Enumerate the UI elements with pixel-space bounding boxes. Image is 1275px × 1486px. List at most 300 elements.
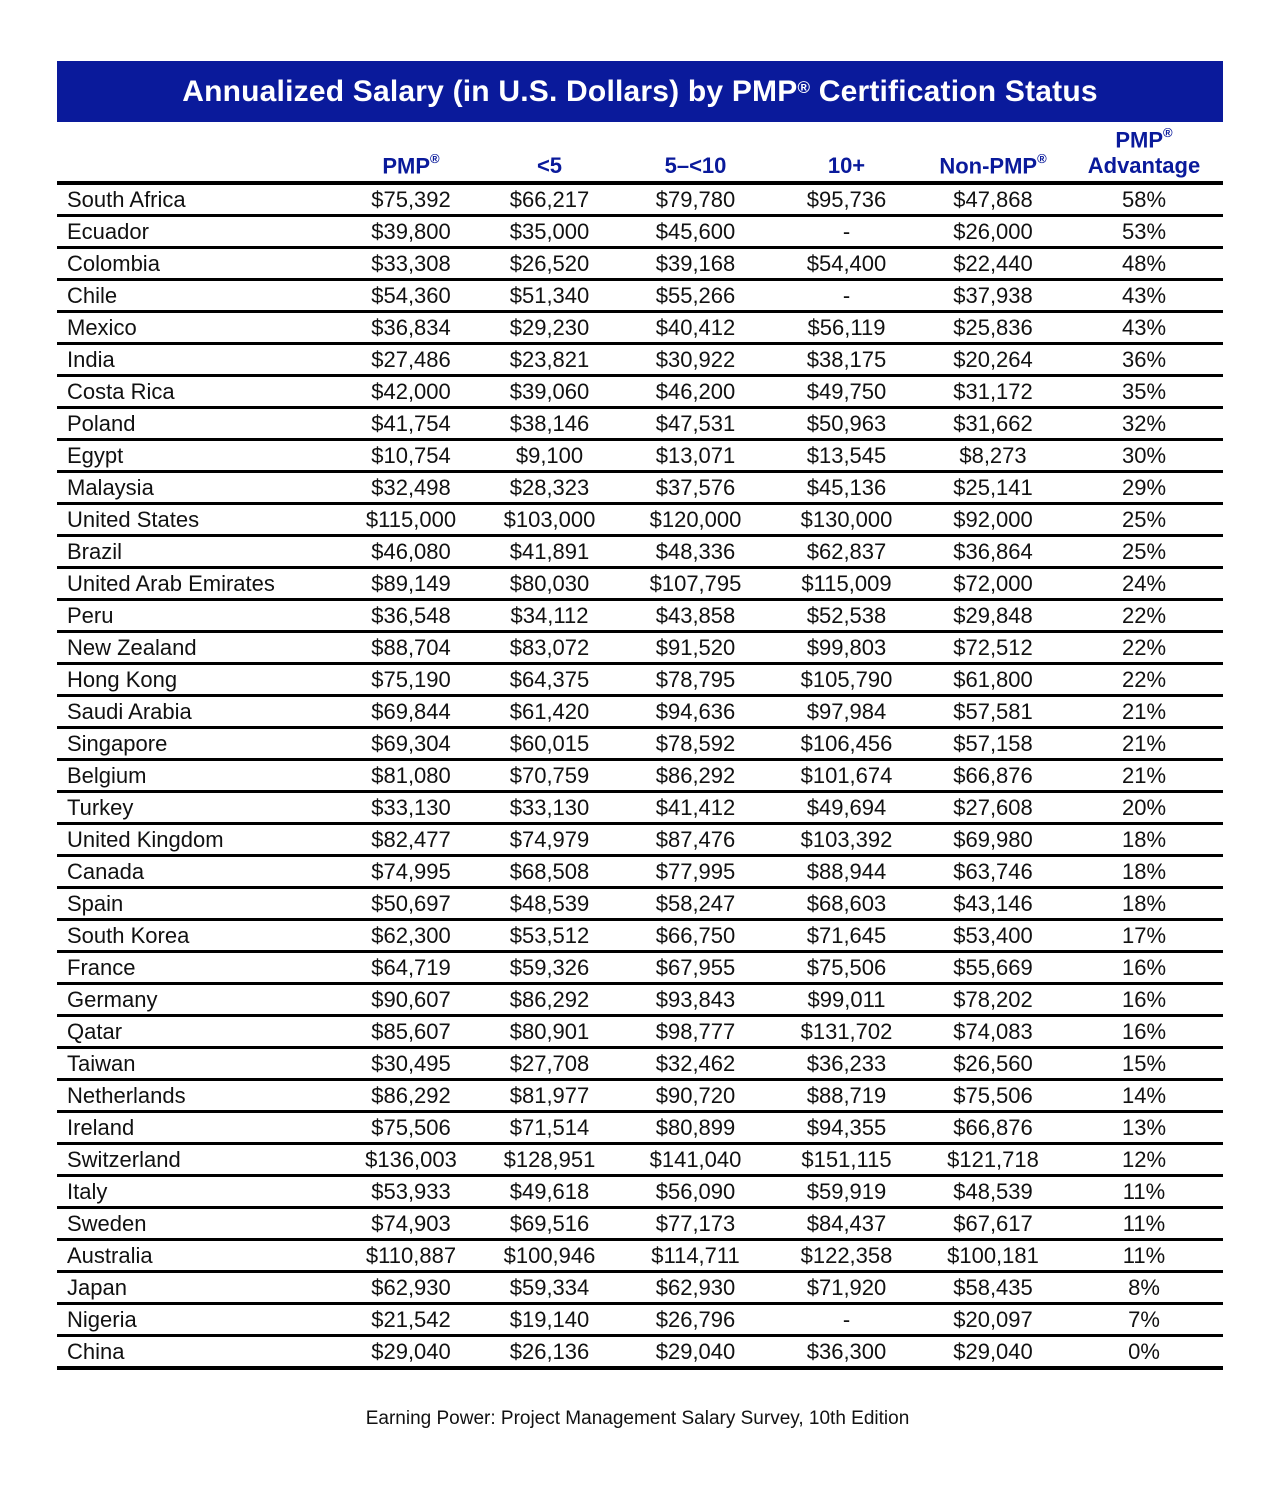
pmp-advantage-cell: 25% [1065, 536, 1223, 568]
non-pmp-salary-cell: $72,512 [921, 632, 1065, 664]
pmp-advantage-cell: 29% [1065, 472, 1223, 504]
non-pmp-salary-cell: $48,539 [921, 1176, 1065, 1208]
country-cell: Costa Rica [57, 376, 342, 408]
pmp-salary-cell: $85,607 [342, 1016, 480, 1048]
five-to-ten-salary-cell: $141,040 [619, 1144, 772, 1176]
pmp-salary-cell: $75,392 [342, 183, 480, 216]
pmp-advantage-cell: 32% [1065, 408, 1223, 440]
country-cell: Poland [57, 408, 342, 440]
pmp-salary-cell: $53,933 [342, 1176, 480, 1208]
table-row [57, 952, 1223, 984]
five-to-ten-salary-cell: $80,899 [619, 1112, 772, 1144]
ten-plus-salary-cell: $99,803 [772, 632, 921, 664]
lt5-salary-cell: $53,512 [480, 920, 619, 952]
lt5-salary-cell: $80,030 [480, 568, 619, 600]
lt5-salary-cell: $71,514 [480, 1112, 619, 1144]
header-row [57, 122, 1223, 183]
non-pmp-salary-cell: $78,202 [921, 984, 1065, 1016]
pmp-salary-cell: $74,903 [342, 1208, 480, 1240]
country-cell: South Africa [57, 183, 342, 216]
table-row [57, 728, 1223, 760]
header-pmp-advantage [1065, 122, 1223, 183]
country-cell: France [57, 952, 342, 984]
non-pmp-salary-cell: $20,097 [921, 1304, 1065, 1336]
country-cell: Egypt [57, 440, 342, 472]
pmp-salary-cell: $32,498 [342, 472, 480, 504]
pmp-salary-cell: $75,190 [342, 664, 480, 696]
pmp-advantage-cell: 24% [1065, 568, 1223, 600]
five-to-ten-salary-cell: $13,071 [619, 440, 772, 472]
pmp-advantage-cell: 21% [1065, 760, 1223, 792]
pmp-salary-cell: $75,506 [342, 1112, 480, 1144]
lt5-salary-cell: $34,112 [480, 600, 619, 632]
ten-plus-salary-cell: $62,837 [772, 536, 921, 568]
pmp-salary-cell: $41,754 [342, 408, 480, 440]
table-row [57, 1080, 1223, 1112]
lt5-salary-cell: $80,901 [480, 1016, 619, 1048]
lt5-salary-cell: $26,520 [480, 248, 619, 280]
country-cell: Germany [57, 984, 342, 1016]
table-row [57, 1272, 1223, 1304]
ten-plus-salary-cell: $130,000 [772, 504, 921, 536]
lt5-salary-cell: $83,072 [480, 632, 619, 664]
ten-plus-salary-cell: $45,136 [772, 472, 921, 504]
five-to-ten-salary-cell: $55,266 [619, 280, 772, 312]
country-cell: South Korea [57, 920, 342, 952]
non-pmp-salary-cell: $58,435 [921, 1272, 1065, 1304]
ten-plus-salary-cell: $88,944 [772, 856, 921, 888]
lt5-salary-cell: $100,946 [480, 1240, 619, 1272]
non-pmp-salary-cell: $25,836 [921, 312, 1065, 344]
pmp-advantage-cell: 11% [1065, 1176, 1223, 1208]
lt5-salary-cell: $23,821 [480, 344, 619, 376]
ten-plus-salary-cell: $59,919 [772, 1176, 921, 1208]
non-pmp-salary-cell: $37,938 [921, 280, 1065, 312]
pmp-salary-cell: $62,930 [342, 1272, 480, 1304]
table-row [57, 1336, 1223, 1369]
pmp-salary-cell: $39,800 [342, 216, 480, 248]
table-row [57, 1048, 1223, 1080]
five-to-ten-salary-cell: $43,858 [619, 600, 772, 632]
source-footer: Earning Power: Project Management Salary Survey, 10th Edition [365, 1408, 910, 1429]
table-row [57, 1240, 1223, 1272]
five-to-ten-salary-cell: $30,922 [619, 344, 772, 376]
table-row [57, 824, 1223, 856]
country-cell: Colombia [57, 248, 342, 280]
lt5-salary-cell: $81,977 [480, 1080, 619, 1112]
five-to-ten-salary-cell: $78,795 [619, 664, 772, 696]
country-cell: India [57, 344, 342, 376]
country-cell: Singapore [57, 728, 342, 760]
five-to-ten-salary-cell: $78,592 [619, 728, 772, 760]
country-cell: Saudi Arabia [57, 696, 342, 728]
pmp-advantage-cell: 11% [1065, 1208, 1223, 1240]
lt5-salary-cell: $69,516 [480, 1208, 619, 1240]
country-cell: Mexico [57, 312, 342, 344]
ten-plus-salary-cell: - [772, 216, 921, 248]
pmp-advantage-cell: 53% [1065, 216, 1223, 248]
five-to-ten-salary-cell: $93,843 [619, 984, 772, 1016]
five-to-ten-salary-cell: $29,040 [619, 1336, 772, 1369]
pmp-advantage-cell: 25% [1065, 504, 1223, 536]
ten-plus-salary-cell: $94,355 [772, 1112, 921, 1144]
non-pmp-salary-cell: $67,617 [921, 1208, 1065, 1240]
table-row [57, 664, 1223, 696]
pmp-salary-cell: $89,149 [342, 568, 480, 600]
pmp-salary-cell: $30,495 [342, 1048, 480, 1080]
non-pmp-salary-cell: $66,876 [921, 760, 1065, 792]
pmp-advantage-cell: 17% [1065, 920, 1223, 952]
pmp-advantage-cell: 18% [1065, 888, 1223, 920]
header-advantage-line1: PMP [1115, 127, 1164, 153]
table-row [57, 1112, 1223, 1144]
ten-plus-salary-cell: $68,603 [772, 888, 921, 920]
country-cell: Hong Kong [57, 664, 342, 696]
non-pmp-salary-cell: $66,876 [921, 1112, 1065, 1144]
country-cell: New Zealand [57, 632, 342, 664]
pmp-advantage-cell: 12% [1065, 1144, 1223, 1176]
country-cell: Italy [57, 1176, 342, 1208]
country-cell: Chile [57, 280, 342, 312]
pmp-advantage-cell: 7% [1065, 1304, 1223, 1336]
table-row [57, 376, 1223, 408]
country-cell: Ireland [57, 1112, 342, 1144]
ten-plus-salary-cell: - [772, 1304, 921, 1336]
country-cell: Canada [57, 856, 342, 888]
lt5-salary-cell: $103,000 [480, 504, 619, 536]
table-row [57, 1016, 1223, 1048]
lt5-salary-cell: $86,292 [480, 984, 619, 1016]
five-to-ten-salary-cell: $37,576 [619, 472, 772, 504]
pmp-salary-cell: $90,607 [342, 984, 480, 1016]
table-row [57, 504, 1223, 536]
non-pmp-salary-cell: $25,141 [921, 472, 1065, 504]
ten-plus-salary-cell: $49,694 [772, 792, 921, 824]
table-row [57, 696, 1223, 728]
pmp-advantage-cell: 36% [1065, 344, 1223, 376]
ten-plus-salary-cell: $36,300 [772, 1336, 921, 1369]
pmp-advantage-cell: 30% [1065, 440, 1223, 472]
non-pmp-salary-cell: $121,718 [921, 1144, 1065, 1176]
five-to-ten-salary-cell: $77,173 [619, 1208, 772, 1240]
five-to-ten-salary-cell: $47,531 [619, 408, 772, 440]
header-non-pmp [921, 122, 1065, 183]
lt5-salary-cell: $9,100 [480, 440, 619, 472]
table-row [57, 856, 1223, 888]
pmp-salary-cell: $21,542 [342, 1304, 480, 1336]
non-pmp-salary-cell: $53,400 [921, 920, 1065, 952]
lt5-salary-cell: $33,130 [480, 792, 619, 824]
pmp-salary-cell: $62,300 [342, 920, 480, 952]
table-row [57, 760, 1223, 792]
pmp-salary-cell: $136,003 [342, 1144, 480, 1176]
pmp-advantage-cell: 35% [1065, 376, 1223, 408]
pmp-advantage-cell: 16% [1065, 952, 1223, 984]
five-to-ten-salary-cell: $94,636 [619, 696, 772, 728]
ten-plus-salary-cell: $99,011 [772, 984, 921, 1016]
pmp-salary-cell: $69,304 [342, 728, 480, 760]
five-to-ten-salary-cell: $98,777 [619, 1016, 772, 1048]
non-pmp-salary-cell: $43,146 [921, 888, 1065, 920]
five-to-ten-salary-cell: $91,520 [619, 632, 772, 664]
lt5-salary-cell: $68,508 [480, 856, 619, 888]
header-non-pmp-reg: ® [1037, 151, 1047, 166]
registered-mark: ® [797, 77, 811, 97]
table-row [57, 440, 1223, 472]
table-body [57, 183, 1223, 1368]
pmp-advantage-cell: 48% [1065, 248, 1223, 280]
five-to-ten-salary-cell: $26,796 [619, 1304, 772, 1336]
ten-plus-salary-cell: $131,702 [772, 1016, 921, 1048]
table-row [57, 472, 1223, 504]
table-row [57, 984, 1223, 1016]
pmp-salary-cell: $74,995 [342, 856, 480, 888]
pmp-advantage-cell: 14% [1065, 1080, 1223, 1112]
lt5-salary-cell: $70,759 [480, 760, 619, 792]
ten-plus-salary-cell: $75,506 [772, 952, 921, 984]
pmp-advantage-cell: 16% [1065, 984, 1223, 1016]
five-to-ten-salary-cell: $62,930 [619, 1272, 772, 1304]
pmp-salary-cell: $115,000 [342, 504, 480, 536]
table-row [57, 312, 1223, 344]
lt5-salary-cell: $35,000 [480, 216, 619, 248]
pmp-advantage-cell: 11% [1065, 1240, 1223, 1272]
pmp-salary-cell: $82,477 [342, 824, 480, 856]
non-pmp-salary-cell: $20,264 [921, 344, 1065, 376]
pmp-salary-cell: $64,719 [342, 952, 480, 984]
pmp-salary-cell: $27,486 [342, 344, 480, 376]
pmp-salary-cell: $29,040 [342, 1336, 480, 1369]
country-cell: Spain [57, 888, 342, 920]
lt5-salary-cell: $59,326 [480, 952, 619, 984]
pmp-advantage-cell: 21% [1065, 696, 1223, 728]
ten-plus-salary-cell: $88,719 [772, 1080, 921, 1112]
header-advantage-line2: Advantage [1087, 153, 1201, 179]
ten-plus-salary-cell: $151,115 [772, 1144, 921, 1176]
ten-plus-salary-cell: $84,437 [772, 1208, 921, 1240]
table-title [57, 61, 1223, 122]
table-row [57, 920, 1223, 952]
country-cell: Australia [57, 1240, 342, 1272]
five-to-ten-salary-cell: $32,462 [619, 1048, 772, 1080]
ten-plus-salary-cell: $101,674 [772, 760, 921, 792]
pmp-salary-cell: $36,834 [342, 312, 480, 344]
table-row [57, 600, 1223, 632]
table-title-suffix: Certification Status [810, 74, 1098, 108]
five-to-ten-salary-cell: $107,795 [619, 568, 772, 600]
five-to-ten-salary-cell: $46,200 [619, 376, 772, 408]
five-to-ten-salary-cell: $67,955 [619, 952, 772, 984]
non-pmp-salary-cell: $27,608 [921, 792, 1065, 824]
non-pmp-salary-cell: $8,273 [921, 440, 1065, 472]
lt5-salary-cell: $60,015 [480, 728, 619, 760]
non-pmp-salary-cell: $29,040 [921, 1336, 1065, 1369]
lt5-salary-cell: $128,951 [480, 1144, 619, 1176]
country-cell: United Kingdom [57, 824, 342, 856]
pmp-advantage-cell: 58% [1065, 183, 1223, 216]
pmp-advantage-cell: 20% [1065, 792, 1223, 824]
non-pmp-salary-cell: $100,181 [921, 1240, 1065, 1272]
non-pmp-salary-cell: $72,000 [921, 568, 1065, 600]
non-pmp-salary-cell: $36,864 [921, 536, 1065, 568]
pmp-salary-cell: $50,697 [342, 888, 480, 920]
country-cell: Brazil [57, 536, 342, 568]
lt5-salary-cell: $27,708 [480, 1048, 619, 1080]
ten-plus-salary-cell: $54,400 [772, 248, 921, 280]
ten-plus-salary-cell: $38,175 [772, 344, 921, 376]
ten-plus-salary-cell: $103,392 [772, 824, 921, 856]
lt5-salary-cell: $19,140 [480, 1304, 619, 1336]
non-pmp-salary-cell: $57,581 [921, 696, 1065, 728]
five-to-ten-salary-cell: $45,600 [619, 216, 772, 248]
header-pmp [342, 122, 480, 183]
header-5-to-10: 5–<10 [619, 122, 772, 183]
pmp-salary-cell: $110,887 [342, 1240, 480, 1272]
table-row [57, 1304, 1223, 1336]
table-row [57, 792, 1223, 824]
lt5-salary-cell: $49,618 [480, 1176, 619, 1208]
lt5-salary-cell: $39,060 [480, 376, 619, 408]
pmp-salary-cell: $36,548 [342, 600, 480, 632]
pmp-advantage-cell: 43% [1065, 280, 1223, 312]
lt5-salary-cell: $66,217 [480, 183, 619, 216]
five-to-ten-salary-cell: $87,476 [619, 824, 772, 856]
ten-plus-salary-cell: - [772, 280, 921, 312]
pmp-advantage-cell: 13% [1065, 1112, 1223, 1144]
table-row [57, 888, 1223, 920]
five-to-ten-salary-cell: $114,711 [619, 1240, 772, 1272]
five-to-ten-salary-cell: $40,412 [619, 312, 772, 344]
non-pmp-salary-cell: $69,980 [921, 824, 1065, 856]
five-to-ten-salary-cell: $79,780 [619, 183, 772, 216]
non-pmp-salary-cell: $61,800 [921, 664, 1065, 696]
country-cell: Belgium [57, 760, 342, 792]
table-row [57, 183, 1223, 216]
pmp-advantage-cell: 18% [1065, 824, 1223, 856]
non-pmp-salary-cell: $63,746 [921, 856, 1065, 888]
ten-plus-salary-cell: $50,963 [772, 408, 921, 440]
non-pmp-salary-cell: $26,560 [921, 1048, 1065, 1080]
pmp-salary-cell: $10,754 [342, 440, 480, 472]
pmp-advantage-cell: 0% [1065, 1336, 1223, 1369]
non-pmp-salary-cell: $57,158 [921, 728, 1065, 760]
five-to-ten-salary-cell: $56,090 [619, 1176, 772, 1208]
lt5-salary-cell: $74,979 [480, 824, 619, 856]
lt5-salary-cell: $26,136 [480, 1336, 619, 1369]
pmp-advantage-cell: 16% [1065, 1016, 1223, 1048]
non-pmp-salary-cell: $29,848 [921, 600, 1065, 632]
header-country [57, 122, 342, 183]
ten-plus-salary-cell: $49,750 [772, 376, 921, 408]
country-cell: Peru [57, 600, 342, 632]
country-cell: Turkey [57, 792, 342, 824]
header-pmp-label: PMP [382, 153, 431, 179]
ten-plus-salary-cell: $105,790 [772, 664, 921, 696]
country-cell: Sweden [57, 1208, 342, 1240]
pmp-salary-cell: $88,704 [342, 632, 480, 664]
ten-plus-salary-cell: $115,009 [772, 568, 921, 600]
header-pmp-reg: ® [430, 151, 440, 166]
pmp-advantage-cell: 22% [1065, 664, 1223, 696]
pmp-salary-cell: $69,844 [342, 696, 480, 728]
table-row [57, 280, 1223, 312]
table-row [57, 632, 1223, 664]
table-row [57, 216, 1223, 248]
ten-plus-salary-cell: $71,920 [772, 1272, 921, 1304]
non-pmp-salary-cell: $47,868 [921, 183, 1065, 216]
lt5-salary-cell: $64,375 [480, 664, 619, 696]
ten-plus-salary-cell: $95,736 [772, 183, 921, 216]
table-header [57, 122, 1223, 183]
ten-plus-salary-cell: $52,538 [772, 600, 921, 632]
table-row [57, 1176, 1223, 1208]
lt5-salary-cell: $48,539 [480, 888, 619, 920]
table-row [57, 568, 1223, 600]
table-row [57, 1144, 1223, 1176]
pmp-salary-cell: $46,080 [342, 536, 480, 568]
header-non-pmp-label: Non-PMP [939, 153, 1038, 179]
ten-plus-salary-cell: $122,358 [772, 1240, 921, 1272]
table-row [57, 536, 1223, 568]
non-pmp-salary-cell: $31,172 [921, 376, 1065, 408]
non-pmp-salary-cell: $55,669 [921, 952, 1065, 984]
lt5-salary-cell: $59,334 [480, 1272, 619, 1304]
non-pmp-salary-cell: $92,000 [921, 504, 1065, 536]
ten-plus-salary-cell: $56,119 [772, 312, 921, 344]
ten-plus-salary-cell: $106,456 [772, 728, 921, 760]
pmp-advantage-cell: 22% [1065, 632, 1223, 664]
salary-table [57, 122, 1223, 1370]
five-to-ten-salary-cell: $90,720 [619, 1080, 772, 1112]
table-row [57, 344, 1223, 376]
header-lt5: <5 [480, 122, 619, 183]
country-cell: Netherlands [57, 1080, 342, 1112]
pmp-advantage-cell: 22% [1065, 600, 1223, 632]
pmp-advantage-cell: 15% [1065, 1048, 1223, 1080]
country-cell: Switzerland [57, 1144, 342, 1176]
pmp-salary-cell: $54,360 [342, 280, 480, 312]
country-cell: Japan [57, 1272, 342, 1304]
table-title-text: Annualized Salary (in U.S. Dollars) by PMP [182, 74, 798, 108]
pmp-salary-cell: $33,308 [342, 248, 480, 280]
pmp-advantage-cell: 18% [1065, 856, 1223, 888]
non-pmp-salary-cell: $74,083 [921, 1016, 1065, 1048]
non-pmp-salary-cell: $75,506 [921, 1080, 1065, 1112]
five-to-ten-salary-cell: $66,750 [619, 920, 772, 952]
table-row [57, 1208, 1223, 1240]
country-cell: United States [57, 504, 342, 536]
five-to-ten-salary-cell: $120,000 [619, 504, 772, 536]
pmp-advantage-cell: 21% [1065, 728, 1223, 760]
lt5-salary-cell: $29,230 [480, 312, 619, 344]
ten-plus-salary-cell: $97,984 [772, 696, 921, 728]
five-to-ten-salary-cell: $86,292 [619, 760, 772, 792]
lt5-salary-cell: $41,891 [480, 536, 619, 568]
lt5-salary-cell: $28,323 [480, 472, 619, 504]
lt5-salary-cell: $61,420 [480, 696, 619, 728]
country-cell: Qatar [57, 1016, 342, 1048]
pmp-advantage-cell: 8% [1065, 1272, 1223, 1304]
pmp-salary-cell: $86,292 [342, 1080, 480, 1112]
country-cell: Malaysia [57, 472, 342, 504]
table-row [57, 248, 1223, 280]
pmp-salary-cell: $33,130 [342, 792, 480, 824]
five-to-ten-salary-cell: $48,336 [619, 536, 772, 568]
country-cell: Taiwan [57, 1048, 342, 1080]
ten-plus-salary-cell: $36,233 [772, 1048, 921, 1080]
non-pmp-salary-cell: $22,440 [921, 248, 1065, 280]
ten-plus-salary-cell: $13,545 [772, 440, 921, 472]
